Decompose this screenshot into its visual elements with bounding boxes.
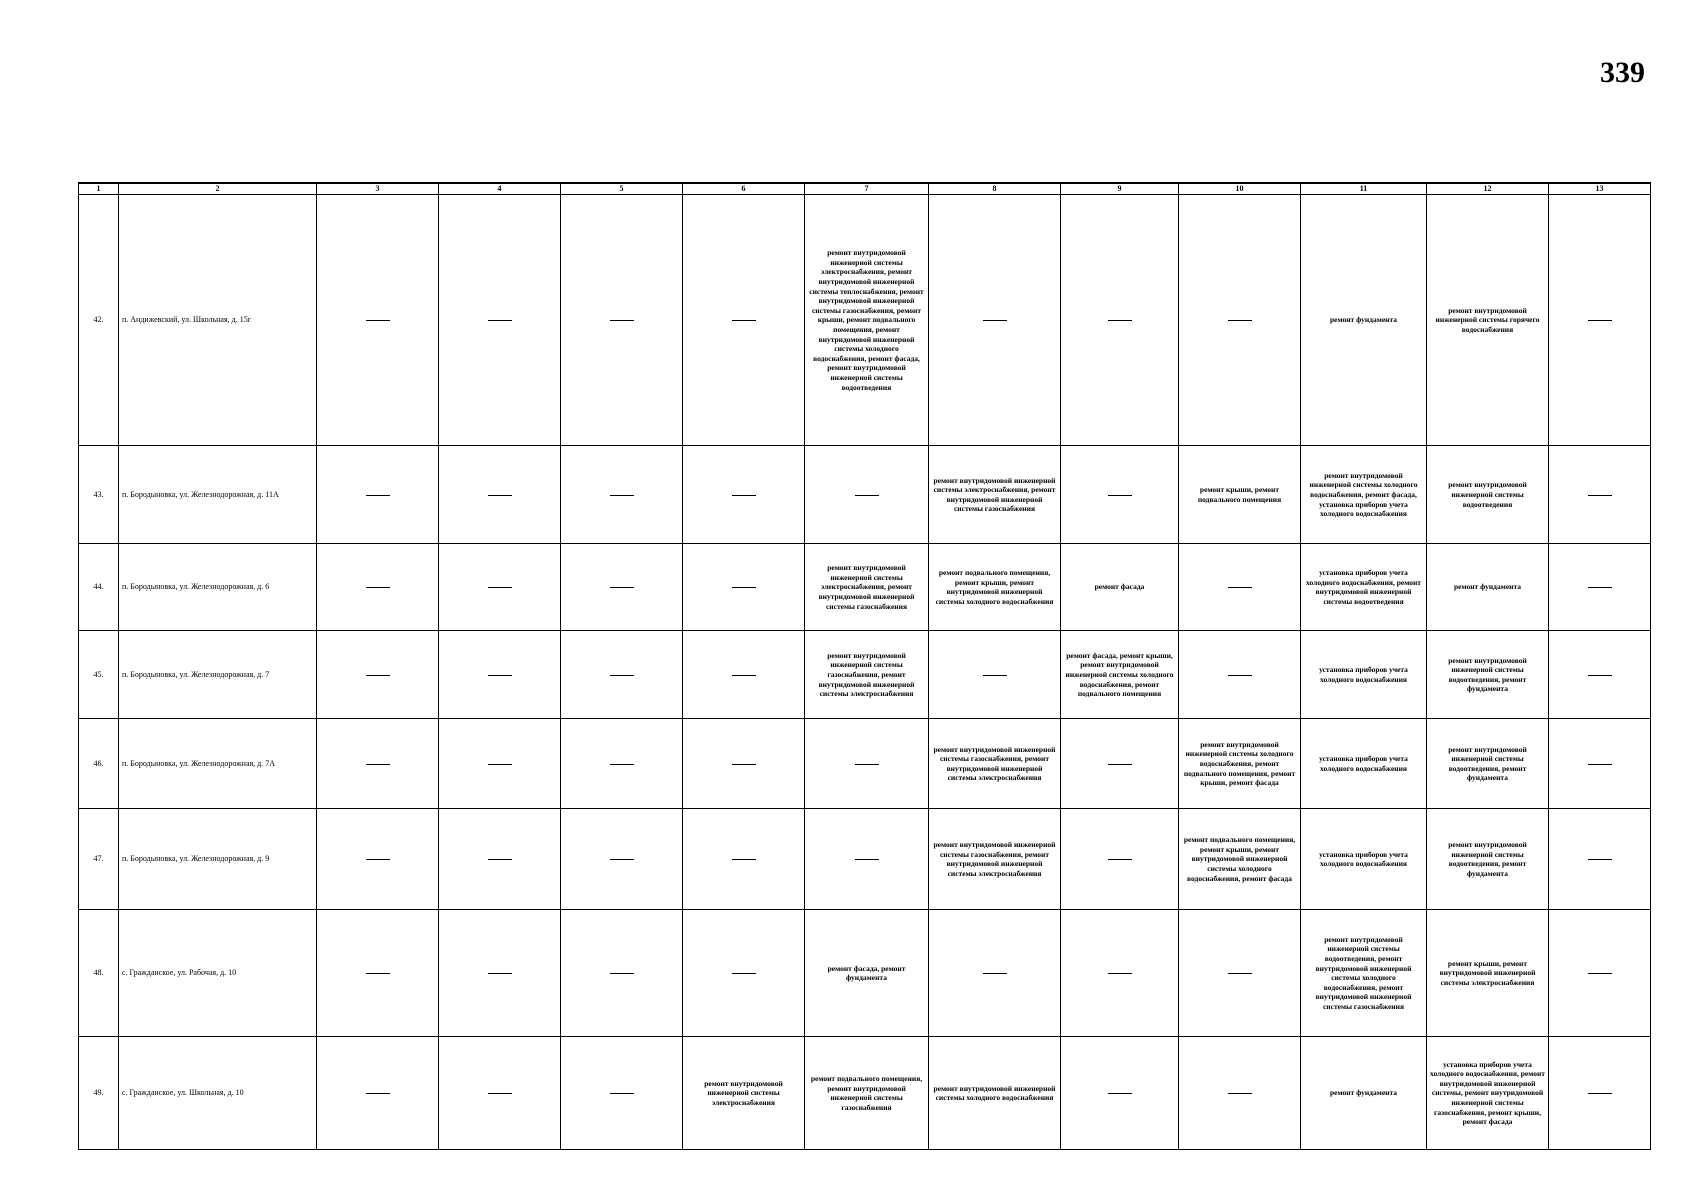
dash-mark: [1588, 973, 1612, 974]
column-header: 10: [1179, 183, 1301, 195]
work-cell-5: [561, 446, 683, 544]
work-cell-6: [683, 446, 805, 544]
table-row: [79, 719, 1651, 809]
dash-mark: [732, 859, 756, 860]
work-cell-11: ремонт фундамента: [1301, 1037, 1427, 1150]
work-cell-5: [561, 719, 683, 809]
work-cell-3: [317, 1037, 439, 1150]
dash-mark: [1588, 764, 1612, 765]
work-cell-12: ремонт внутридомовой инженерной системы горячего водоснабжения: [1427, 195, 1549, 446]
table-row: [79, 910, 1651, 1037]
work-cell-9: [1061, 1037, 1179, 1150]
dash-mark: [1108, 764, 1132, 765]
dash-mark: [488, 1093, 512, 1094]
work-cell-5: [561, 195, 683, 446]
address-cell: п. Бородыновка, ул. Железнодорожная, д. 7А: [119, 719, 317, 809]
address-cell: п. Бородыновка, ул. Железнодорожная, д. 9: [119, 809, 317, 910]
work-cell-7: [805, 719, 929, 809]
work-cell-6: [683, 631, 805, 719]
dash-mark: [610, 675, 634, 676]
work-cell-12: установка приборов учета холодного водоснабжения, ремонт внутридомовой инженерной системы, ремонт внутридомовой инженерной системы газоснабжения, ремонт крыши, ремонт фасада: [1427, 1037, 1549, 1150]
work-cell-9: ремонт фасада, ремонт крыши, ремонт внутридомовой инженерной системы холодного водоснабжения, ремонт подвального помещения: [1061, 631, 1179, 719]
column-header: 7: [805, 183, 929, 195]
work-cell-3: [317, 809, 439, 910]
work-cell-4: [439, 195, 561, 446]
work-cell-6: [683, 910, 805, 1037]
dash-mark: [488, 587, 512, 588]
work-cell-11: установка приборов учета холодного водоснабжения: [1301, 719, 1427, 809]
dash-mark: [1228, 587, 1252, 588]
work-cell-4: [439, 631, 561, 719]
dash-mark: [1108, 859, 1132, 860]
address-cell: п. Бородыновка, ул. Железнодорожная, д. 11А: [119, 446, 317, 544]
work-cell-11: установка приборов учета холодного водоснабжения, ремонт внутридомовой инженерной системы водоотведения: [1301, 544, 1427, 631]
row-number-cell: 42.: [79, 195, 119, 446]
dash-mark: [610, 1093, 634, 1094]
table-row: [79, 809, 1651, 910]
work-cell-5: [561, 809, 683, 910]
dash-mark: [366, 495, 390, 496]
work-cell-7: ремонт фасада, ремонт фундамента: [805, 910, 929, 1037]
dash-mark: [732, 495, 756, 496]
dash-mark: [1108, 1093, 1132, 1094]
row-number-cell: 44.: [79, 544, 119, 631]
work-cell-10: [1179, 544, 1301, 631]
work-cell-5: [561, 910, 683, 1037]
column-header: 1: [79, 183, 119, 195]
dash-mark: [488, 495, 512, 496]
work-cell-7: ремонт внутридомовой инженерной системы электроснабжения, ремонт внутридомовой инженерной системы теплоснабжения, ремонт внутридомовой инженерной системы газоснабжения, ремонт крыши, ремонт подвального помещения, ремонт внутридомовой инженерной системы холодного водоснабжения, ремонт фасада, ремонт внутридомовой инженерной системы водоотведения: [805, 195, 929, 446]
dash-mark: [732, 320, 756, 321]
column-header: 12: [1427, 183, 1549, 195]
column-header: 4: [439, 183, 561, 195]
repair-schedule-table: [78, 182, 1651, 1150]
dash-mark: [488, 973, 512, 974]
work-cell-4: [439, 446, 561, 544]
work-cell-13: [1549, 809, 1651, 910]
work-cell-13: [1549, 544, 1651, 631]
dash-mark: [488, 859, 512, 860]
dash-mark: [610, 973, 634, 974]
dash-mark: [732, 587, 756, 588]
work-cell-12: ремонт внутридомовой инженерной системы водоотведения, ремонт фундамента: [1427, 631, 1549, 719]
work-cell-3: [317, 544, 439, 631]
column-header: 2: [119, 183, 317, 195]
dash-mark: [1588, 495, 1612, 496]
row-number-cell: 46.: [79, 719, 119, 809]
dash-mark: [488, 675, 512, 676]
work-cell-3: [317, 195, 439, 446]
work-cell-12: ремонт внутридомовой инженерной системы водоотведения, ремонт фундамента: [1427, 719, 1549, 809]
work-cell-8: [929, 910, 1061, 1037]
dash-mark: [855, 764, 879, 765]
dash-mark: [488, 764, 512, 765]
work-cell-13: [1549, 631, 1651, 719]
address-cell: с. Гражданское, ул. Рабочая, д. 10: [119, 910, 317, 1037]
work-cell-11: установка приборов учета холодного водоснабжения: [1301, 631, 1427, 719]
dash-mark: [732, 675, 756, 676]
work-cell-5: [561, 544, 683, 631]
work-cell-10: [1179, 1037, 1301, 1150]
table-row: [79, 195, 1651, 446]
dash-mark: [1108, 495, 1132, 496]
table-row: [79, 1037, 1651, 1150]
dash-mark: [1588, 587, 1612, 588]
dash-mark: [1228, 1093, 1252, 1094]
dash-mark: [983, 973, 1007, 974]
work-cell-13: [1549, 719, 1651, 809]
work-cell-8: ремонт внутридомовой инженерной системы газоснабжения, ремонт внутридомовой инженерной системы электроснабжения: [929, 719, 1061, 809]
row-number-cell: 49.: [79, 1037, 119, 1150]
work-cell-12: ремонт внутридомовой инженерной системы водоотведения, ремонт фундамента: [1427, 809, 1549, 910]
dash-mark: [983, 320, 1007, 321]
dash-mark: [366, 320, 390, 321]
dash-mark: [1588, 1093, 1612, 1094]
column-header: 13: [1549, 183, 1651, 195]
work-cell-3: [317, 631, 439, 719]
work-cell-11: ремонт фундамента: [1301, 195, 1427, 446]
dash-mark: [366, 587, 390, 588]
work-cell-3: [317, 910, 439, 1037]
work-cell-11: ремонт внутридомовой инженерной системы водоотведения, ремонт внутридомовой инженерной системы холодного водоснабжения, ремонт внутридомовой инженерной системы газоснабжения: [1301, 910, 1427, 1037]
table-row: [79, 544, 1651, 631]
dash-mark: [855, 495, 879, 496]
dash-mark: [366, 859, 390, 860]
work-cell-6: [683, 544, 805, 631]
address-cell: п. Бородыновка, ул. Железнодорожная, д. 7: [119, 631, 317, 719]
dash-mark: [1108, 973, 1132, 974]
work-cell-3: [317, 446, 439, 544]
dash-mark: [366, 675, 390, 676]
dash-mark: [1588, 859, 1612, 860]
work-cell-12: ремонт крыши, ремонт внутридомовой инженерной системы электроснабжения: [1427, 910, 1549, 1037]
work-cell-6: [683, 809, 805, 910]
work-cell-9: [1061, 910, 1179, 1037]
dash-mark: [1228, 675, 1252, 676]
work-cell-8: ремонт внутридомовой инженерной системы холодного водоснабжения: [929, 1037, 1061, 1150]
dash-mark: [983, 675, 1007, 676]
dash-mark: [366, 764, 390, 765]
work-cell-3: [317, 719, 439, 809]
row-number-cell: 45.: [79, 631, 119, 719]
work-cell-4: [439, 1037, 561, 1150]
work-cell-5: [561, 631, 683, 719]
page-number: 339: [1600, 56, 1645, 89]
column-header: 3: [317, 183, 439, 195]
work-cell-9: [1061, 446, 1179, 544]
work-cell-10: [1179, 631, 1301, 719]
work-cell-8: ремонт внутридомовой инженерной системы электроснабжения, ремонт внутридомовой инженерной системы газоснабжения: [929, 446, 1061, 544]
dash-mark: [855, 859, 879, 860]
work-cell-7: [805, 809, 929, 910]
dash-mark: [732, 764, 756, 765]
work-cell-6: [683, 719, 805, 809]
work-cell-7: ремонт внутридомовой инженерной системы газоснабжения, ремонт внутридомовой инженерной системы электроснабжения: [805, 631, 929, 719]
dash-mark: [1108, 320, 1132, 321]
dash-mark: [488, 320, 512, 321]
column-number-row: [79, 183, 1651, 195]
work-cell-6: [683, 195, 805, 446]
dash-mark: [366, 1093, 390, 1094]
address-cell: п. Бородыновка, ул. Железнодорожная, д. 6: [119, 544, 317, 631]
dash-mark: [366, 973, 390, 974]
work-cell-10: [1179, 195, 1301, 446]
work-cell-11: установка приборов учета холодного водоснабжения: [1301, 809, 1427, 910]
column-header: 11: [1301, 183, 1427, 195]
work-cell-6: ремонт внутридомовой инженерной системы электроснабжения: [683, 1037, 805, 1150]
table-row: [79, 631, 1651, 719]
address-cell: с. Гражданское, ул. Школьная, д. 10: [119, 1037, 317, 1150]
dash-mark: [1228, 973, 1252, 974]
work-cell-7: [805, 446, 929, 544]
work-cell-10: ремонт крыши, ремонт подвального помещения: [1179, 446, 1301, 544]
work-cell-4: [439, 719, 561, 809]
work-cell-11: ремонт внутридомовой инженерной системы холодного водоснабжения, ремонт фасада, установка приборов учета холодного водоснабжения: [1301, 446, 1427, 544]
row-number-cell: 48.: [79, 910, 119, 1037]
dash-mark: [732, 973, 756, 974]
work-cell-13: [1549, 195, 1651, 446]
column-header: 5: [561, 183, 683, 195]
work-cell-13: [1549, 910, 1651, 1037]
work-cell-12: ремонт фундамента: [1427, 544, 1549, 631]
work-cell-9: [1061, 719, 1179, 809]
work-cell-7: ремонт подвального помещения, ремонт внутридомовой инженерной системы газоснабжения: [805, 1037, 929, 1150]
work-cell-4: [439, 910, 561, 1037]
work-cell-8: ремонт подвального помещения, ремонт крыши, ремонт внутридомовой инженерной системы холодного водоснабжения: [929, 544, 1061, 631]
dash-mark: [1228, 320, 1252, 321]
work-cell-8: ремонт внутридомовой инженерной системы газоснабжения, ремонт внутридомовой инженерной системы электроснабжения: [929, 809, 1061, 910]
dash-mark: [610, 587, 634, 588]
work-cell-8: [929, 631, 1061, 719]
work-cell-10: ремонт внутридомовой инженерной системы холодного водоснабжения, ремонт подвального помещения, ремонт крыши, ремонт фасада: [1179, 719, 1301, 809]
column-header: 6: [683, 183, 805, 195]
table-row: [79, 446, 1651, 544]
dash-mark: [610, 320, 634, 321]
work-cell-9: [1061, 809, 1179, 910]
work-cell-9: ремонт фасада: [1061, 544, 1179, 631]
column-header: 9: [1061, 183, 1179, 195]
work-cell-4: [439, 544, 561, 631]
work-cell-10: [1179, 910, 1301, 1037]
work-cell-12: ремонт внутридомовой инженерной системы водоотведения: [1427, 446, 1549, 544]
work-cell-5: [561, 1037, 683, 1150]
column-header: 8: [929, 183, 1061, 195]
dash-mark: [610, 764, 634, 765]
dash-mark: [1588, 675, 1612, 676]
dash-mark: [610, 859, 634, 860]
work-cell-8: [929, 195, 1061, 446]
work-cell-9: [1061, 195, 1179, 446]
work-cell-7: ремонт внутридомовой инженерной системы электроснабжения, ремонт внутридомовой инженерной системы газоснабжения: [805, 544, 929, 631]
dash-mark: [610, 495, 634, 496]
work-cell-13: [1549, 446, 1651, 544]
work-cell-10: ремонт подвального помещения, ремонт крыши, ремонт внутридомовой инженерной системы холодного водоснабжения, ремонт фасада: [1179, 809, 1301, 910]
address-cell: п. Андижевский, ул. Школьная, д. 15г: [119, 195, 317, 446]
work-cell-4: [439, 809, 561, 910]
row-number-cell: 47.: [79, 809, 119, 910]
dash-mark: [1588, 320, 1612, 321]
work-cell-13: [1549, 1037, 1651, 1150]
row-number-cell: 43.: [79, 446, 119, 544]
